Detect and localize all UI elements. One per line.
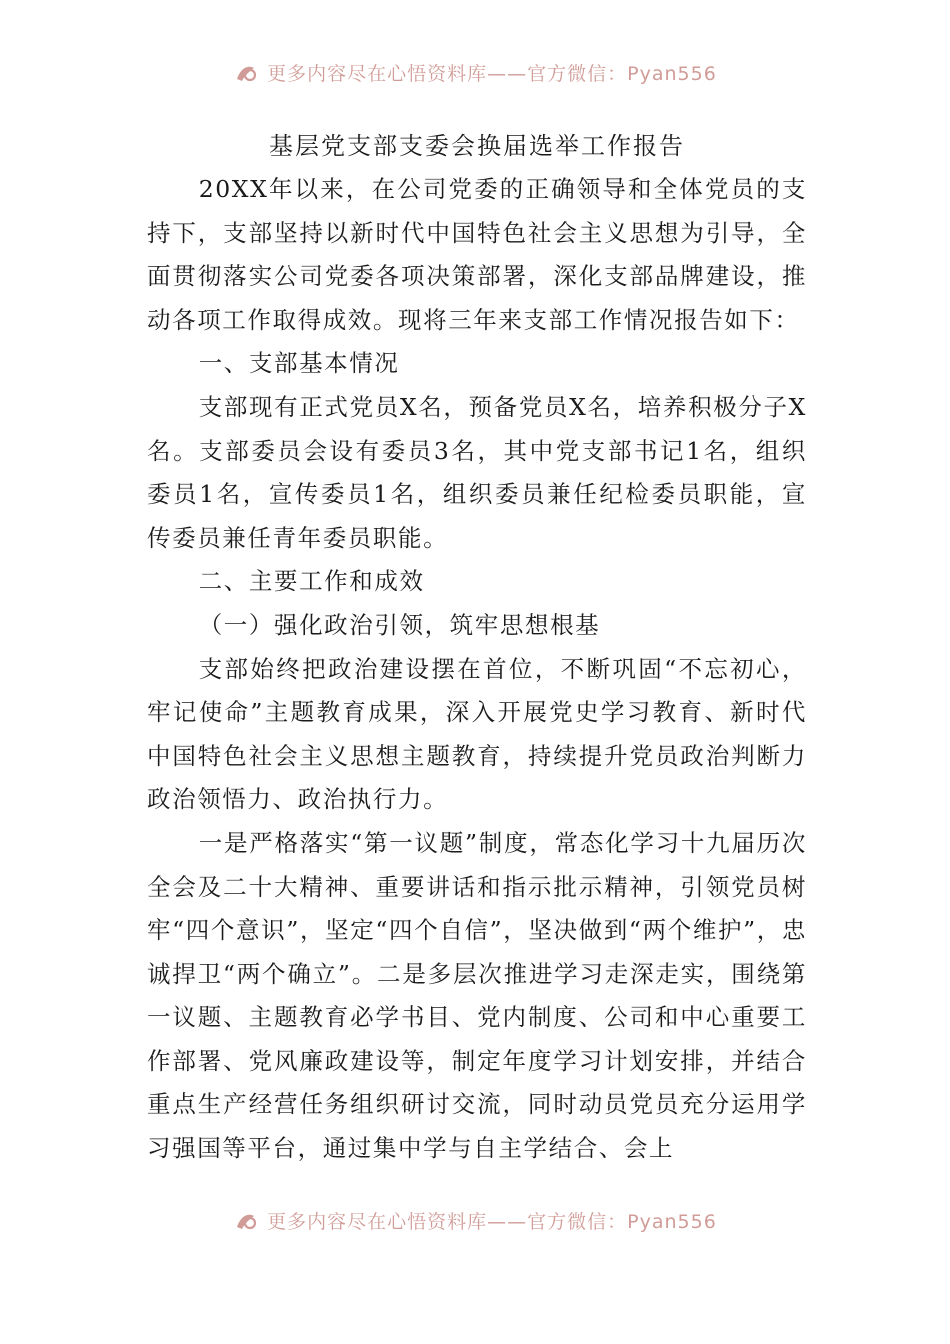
paragraph-basic-info: 支部现有正式党员X名，预备党员X名，培养积极分子X名。支部委员会设有委员3名，其中党支部书记1名，组织委员1名，宣传委员1名，组织委员兼任纪检委员职能，宣传委员兼任青年委员职能。 [147, 392, 807, 552]
paragraph-measures: 一是严格落实“第一议题”制度，常态化学习十九届历次全会及二十大精神、重要讲话和指示批示精神，引领党员树牢“四个意识”，坚定“四个自信”，坚决做到“两个维护”，忠诚捍卫“两个确立”。二是多层次推进学习走深走实，围绕第一议题、主题教育必学书目、党内制度、公司和中心重要工作部署、党风廉政建设等，制定年度学习计划安排，并结合重点生产经营任务组织研讨交流，同时动员党员充分运用学习强国等平台，通过集中学与自主学结合、会上 [147, 828, 807, 1163]
logo-icon [233, 59, 259, 85]
logo-icon [233, 1207, 259, 1233]
subsection-heading-political: （一）强化政治引领，筑牢思想根基 [198, 610, 601, 639]
document-page [147, 124, 807, 1171]
section-heading-basic-info: 一、支部基本情况 [198, 349, 400, 378]
paragraph-intro: 20XX年以来，在公司党委的正确领导和全体党员的支持下，支部坚持以新时代中国特色社会主义思想为引导，全面贯彻落实公司党委各项决策部署，深化支部品牌建设，推动各项工作取得成效。现将三年来支部工作情况报告如下： [147, 175, 807, 334]
watermark-text: 更多内容尽在心悟资料库——官方微信：Pyan556 [267, 62, 717, 85]
section-heading-main-work: 二、主要工作和成效 [198, 567, 425, 596]
footer-watermark [0, 1205, 950, 1235]
header-watermark [0, 57, 950, 87]
paragraph-political: 支部始终把政治建设摆在首位，不断巩固“不忘初心，牢记使命”主题教育成果，深入开展党史学习教育、新时代中国特色社会主义思想主题教育，持续提升党员政治判断力政治领悟力、政治执行力。 [147, 654, 807, 814]
document-title: 基层党支部支委会换届选举工作报告 [269, 132, 685, 160]
watermark-text: 更多内容尽在心悟资料库——官方微信：Pyan556 [267, 1210, 717, 1233]
